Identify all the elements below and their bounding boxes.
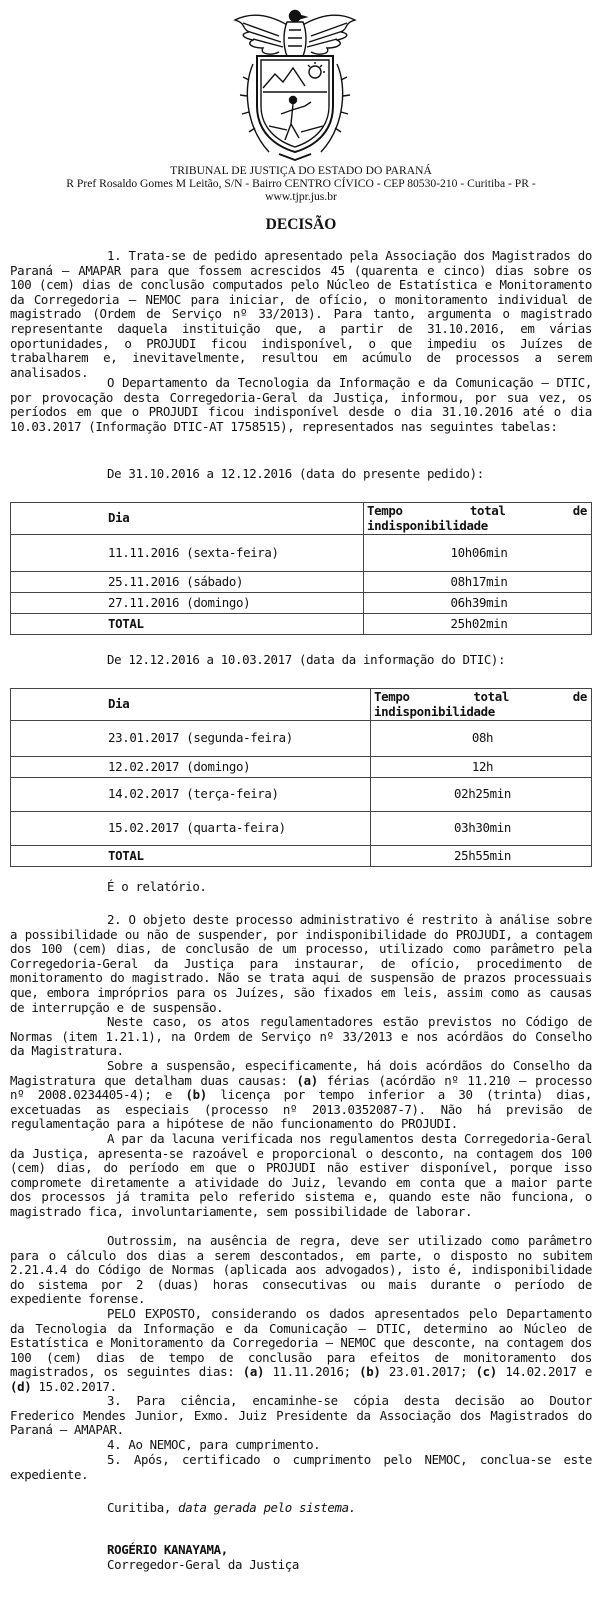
table-row-day: 27.11.2016 (domingo) [11, 593, 364, 614]
paragraph-8 [10, 1307, 592, 1395]
table-2-header-day: Dia [11, 689, 371, 721]
paragraph-8-text-a: PELO EXPOSTO, considerando os dados apresentados pelo Departamento da Tecnologia da Informação e da Comunicação – DTIC, determino ao Núcleo de Estatística e Monitoramento da Corregedoria – NEMOC que desconte, na contagem dos 100 (cem) dias de tempo de conclusão para efeitos de monitoramento dos magistrados, os seguintes dias: [10, 1306, 592, 1380]
paragraph-5-text-c: licença por tempo inferior a 30 (trinta) dias, excetuadas as especiais (processo nº 2013.0352087-7). Não há previsão de regulamentação para a hipótese de não funcionamento do PROJUDI. [10, 1087, 592, 1132]
day-value-a: 11.11.2016; [272, 1364, 351, 1380]
signer-role: Corregedor-Geral da Justiça [107, 1557, 299, 1572]
paragraph-5-text-b: férias (acórdão nº 11.210 – processo nº 2008.0234405-4); e [10, 1072, 592, 1103]
paragraph-6: A par da lacuna verificada nos regulamentos desta Corregedoria-Geral da Justiça, apresenta-se razoável e proporcional o desconto, na contagem dos 100 (cem) dias, do período em que o PROJUDI não estiver disponível, porque isso compromete diretamente a atividade do Juiz, levando em conta que a maior parte dos processos já tramita pelo referido sistema e, quando este não funciona, o magistrado fica, involuntariamente, sem possibilidade de laborar. [10, 1131, 592, 1219]
paragraph-10: 4. Ao NEMOC, para cumprimento. [107, 1437, 321, 1452]
table-row-day: 25.11.2016 (sábado) [11, 572, 364, 593]
table-row-time: 10h06min [364, 535, 592, 572]
table-row-time: 06h39min [364, 593, 592, 614]
paragraph-2: O Departamento da Tecnologia da Informação e da Comunicação – DTIC, por provocação desta Corregedoria-Geral da Justiça, informou, por sua vez, os períodos em que o PROJUDI ficou indisponível desde o dia 31.10.2016 até o dia 10.03.2017 (Informação DTIC-AT 1758515), representados nas seguintes tabelas: [10, 375, 592, 434]
paragraph-4: Neste caso, os atos regulamentadores estão previstos no Código de Normas (item 1.21.1), na Ordem de Serviço nº 33/2013 e nos acórdãos do Conselho da Magistratura. [10, 1014, 592, 1059]
day-value-d: 15.02.2017. [38, 1378, 117, 1394]
period-2-label: De 12.12.2016 a 10.03.2017 (data da informação do DTIC): [107, 652, 506, 667]
paragraph-5 [10, 1059, 592, 1132]
date-note: data gerada pelo sistema. [178, 1500, 356, 1515]
table-row-day: 15.02.2017 (quarta-feira) [11, 812, 371, 846]
table-1-total-value: 25h02min [364, 614, 592, 635]
day-label-d: (d) [10, 1378, 32, 1394]
day-value-b: 23.01.2017; [388, 1364, 468, 1380]
day-label-c: (c) [475, 1364, 497, 1380]
table-1-header-day: Dia [11, 503, 364, 535]
paragraph-7: Outrossim, na ausência de regra, deve ser utilizado como parâmetro para o cálculo dos dias a serem descontados, em parte, o disposto no subitem 2.21.4.4 do Código de Normas (aplicada aos advogados), isto é, indisponibilidade do sistema por 2 (duas) horas consecutivas ou mais durante o período de expediente forense. [10, 1233, 592, 1307]
table-2-total-label: TOTAL [11, 846, 371, 867]
day-label-b: (b) [359, 1364, 381, 1380]
paragraph-3: 2. O objeto deste processo administrativo é restrito à análise sobre a possibilidade ou não de suspender, por indisponibilidade do PROJUDI, a contagem dos 100 (cem) dias, de conclusão de um processo, utilizado como parâmetro pela Corregedoria-Geral da Justiça para instaurar, de ofício, procedimento de monitoramento do magistrado. Não se trata aqui de suspensão de prazos processuais que, embora impróprios para os Juízes, são fixados em leis, assim como as causas de interrupção e de suspensão. [10, 912, 592, 1015]
table-row-day: 12.02.2017 (domingo) [11, 757, 371, 778]
table-row-day: 23.01.2017 (segunda-feira) [11, 721, 371, 757]
paragraph-11: 5. Após, certificado o cumprimento pelo NEMOC, conclua-se este expediente. [10, 1452, 592, 1482]
court-coat-of-arms-icon [229, 6, 361, 164]
place-date [107, 1501, 356, 1516]
court-name: TRIBUNAL DE JUSTIÇA DO ESTADO DO PARANÁ [170, 164, 432, 177]
paragraph-1: 1. Trata-se de pedido apresentado pela Associação dos Magistrados do Paraná – AMAPAR para que fossem acrescidos 45 (quarenta e cinco) dias sobre os 100 (cem) dias de conclusão computados pelo Núcleo de Estatística e Monitoramento da Corregedoria – NEMOC para iniciar, de ofício, o monitoramento individual de magistrado (Ordem de Serviço nº 33/2013). Para tanto, argumenta o magistrado representante daquela instituição que, a partir de 31.10.2016, em várias oportunidades, o PROJUDI ficou indisponível, o que impediu os Juízes de trabalharem e, inevitavelmente, resultou em acúmulo de processos a serem analisados. [10, 248, 592, 380]
table-row-time: 03h30min [371, 812, 592, 846]
table-1-header-time: Tempo total de indisponibilidade [364, 503, 592, 535]
unavailability-table-1 [10, 502, 592, 635]
table-row-time: 12h [371, 757, 592, 778]
table-2-header-time: Tempo total de indisponibilidade [371, 689, 592, 721]
item-label-b: (b) [185, 1087, 207, 1103]
table-2-total-value: 25h55min [371, 846, 592, 867]
table-row-day: 14.02.2017 (terça-feira) [11, 778, 371, 812]
court-address: R Pref Rosaldo Gomes M Leitão, S/N - Bairro CENTRO CÍVICO - CEP 80530-210 - Curitiba - PR - [66, 177, 536, 190]
table-row-day: 11.11.2016 (sexta-feira) [11, 535, 364, 572]
document-title: DECISÃO [265, 216, 337, 233]
table-1-total-label: TOTAL [11, 614, 364, 635]
table-row-time: 02h25min [371, 778, 592, 812]
court-website: www.tjpr.jus.br [265, 190, 337, 203]
report-closing: É o relatório. [107, 879, 207, 894]
table-row-time: 08h [371, 721, 592, 757]
day-label-a: (a) [242, 1364, 265, 1380]
unavailability-table-2 [10, 688, 592, 867]
paragraph-5-text-a: Sobre a suspensão, especificamente, há dois acórdãos do Conselho da Magistratura que detalham duas causas: [10, 1058, 592, 1088]
period-1-label: De 31.10.2016 a 12.12.2016 (data do presente pedido): [107, 466, 484, 481]
signer-name: ROGÉRIO KANAYAMA, [107, 1542, 228, 1557]
item-label-a: (a) [296, 1072, 318, 1088]
day-value-c: 14.02.2017 e [505, 1364, 592, 1380]
table-row-time: 08h17min [364, 572, 592, 593]
place: Curitiba, [107, 1500, 171, 1515]
paragraph-9: 3. Para ciência, encaminhe-se cópia desta decisão ao Doutor Frederico Mendes Junior, Exmo. Juiz Presidente da Associação dos Magistrados do Paraná – AMAPAR. [10, 1393, 592, 1438]
